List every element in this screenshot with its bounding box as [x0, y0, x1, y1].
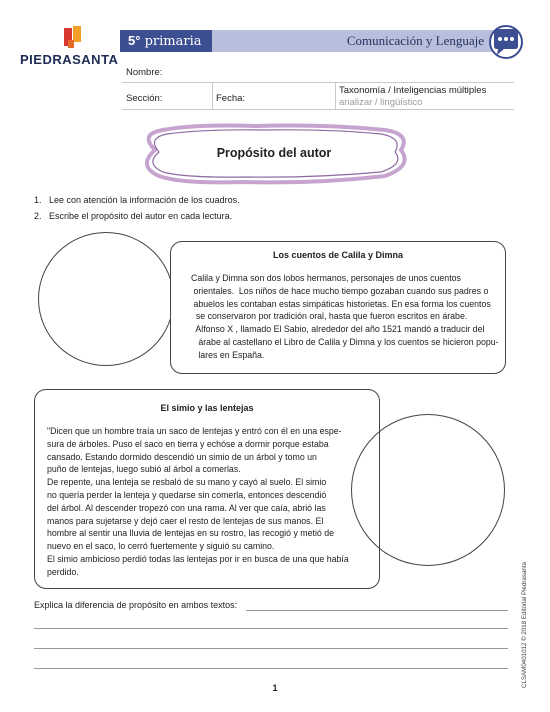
text-line: lares en España.: [191, 349, 265, 360]
question-text: Explica la diferencia de propósito en ambos textos:: [34, 600, 238, 610]
answer-line[interactable]: [246, 610, 508, 611]
answer-circle-1[interactable]: [38, 232, 174, 366]
answer-line[interactable]: [34, 648, 508, 649]
text-line: El simio ambicioso perdió todas las lentejas por ir en busca de una que había: [47, 553, 349, 564]
taxonomy-label: Taxonomía / Inteligencias múltiples: [339, 85, 487, 96]
reading-box-2: [34, 389, 380, 589]
section-label: Sección:: [126, 93, 163, 104]
field-divider: [335, 83, 336, 109]
reading-2-body: [47, 425, 371, 579]
copyright-side-text: [517, 540, 531, 690]
instruction-1: [34, 195, 240, 205]
instruction-text: Escribe el propósito del autor en cada lectura.: [49, 211, 233, 221]
grade-label: primaria: [144, 34, 202, 49]
text-line: hombre al sentir una lluvia de lentejas en su rostro, las recogió y metió de: [47, 528, 335, 539]
copyright-text: CLSAM0401012 © 2018 Editorial Piedrasanta: [521, 562, 528, 688]
answer-circle-2[interactable]: [351, 414, 505, 566]
text-line: sura de árboles. Puso el saco en tierra y echóse a dormir porque estaba: [47, 438, 329, 449]
text-line: "Dicen que un hombre traía un saco de lentejas y entró con él en una espe-: [47, 426, 342, 436]
text-line: orientales. Los niños de hace mucho tiempo gozaban cuando sus padres o: [191, 285, 489, 296]
reading-2-title: El simio y las lentejas: [160, 403, 254, 413]
piedrasanta-logo-icon: [62, 26, 84, 50]
text-line: del árbol. Al descender tropezó con una rama. Al ver que caía, abrió las: [47, 502, 326, 513]
page-number: 1: [272, 683, 278, 693]
subject-bar: Comunicación y Lenguaje: [212, 30, 514, 52]
answer-line[interactable]: [34, 628, 508, 629]
date-label: Fecha:: [216, 93, 246, 104]
instruction-text: Lee con atención la información de los cuadros.: [49, 195, 240, 205]
name-label: Nombre:: [126, 67, 163, 78]
instruction-number: 1.: [34, 195, 42, 205]
reading-1-title: Los cuentos de Calila y Dimna: [272, 250, 404, 260]
section-line: [122, 109, 514, 110]
text-line: abuelos les contaban estas simpáticas historietas. En esa forma los cuentos: [191, 298, 491, 309]
text-line: De repente, una lenteja se resbaló de su mano y cayó al suelo. El simio: [47, 477, 327, 488]
grade-bar: [120, 30, 212, 52]
text-line: no quería perder la lenteja y quedarse sin comerla, entonces descendió: [47, 489, 327, 500]
text-line: Alfonso X , llamado El Sabio, alrededor del año 1521 mandó a traducir del: [191, 324, 485, 335]
text-line: se conservaron por tradición oral, hasta que fueron escritos en árabe.: [191, 311, 468, 322]
page-title: Propósito del autor: [216, 146, 332, 160]
chat-bubble-icon: [487, 24, 525, 62]
text-line: manos para sujetarse y dejó caer el resto de lentejas de sus manos. El: [47, 515, 324, 526]
answer-line[interactable]: [34, 668, 508, 669]
reading-box-1: [170, 241, 506, 374]
taxonomy-value: analizar / lingüístico: [339, 97, 423, 108]
text-line: nuevo en el saco, lo cerró fuertemente y siguió su camino.: [47, 541, 275, 552]
instruction-number: 2.: [34, 211, 42, 221]
instruction-2: [34, 211, 232, 221]
reading-1-body: [191, 272, 499, 362]
text-line: cansado. Estando dormido descendió un simio de un árbol y tomo un: [47, 451, 317, 462]
name-line: [122, 82, 514, 83]
text-line: puño de lentejas, luego subió al árbol a comerlas.: [47, 464, 241, 475]
grade-number: 5°: [128, 33, 141, 48]
text-line: perdido.: [47, 566, 79, 577]
field-divider: [212, 83, 213, 109]
text-line: árabe al castellano el Libro de Calila y Dimna y los cuentos se hicieron popu-: [191, 336, 499, 347]
brand-name: PIEDRASANTA: [20, 52, 119, 67]
text-line: Calila y Dimna son dos lobos hermanos, personajes de unos cuentos: [191, 273, 461, 283]
